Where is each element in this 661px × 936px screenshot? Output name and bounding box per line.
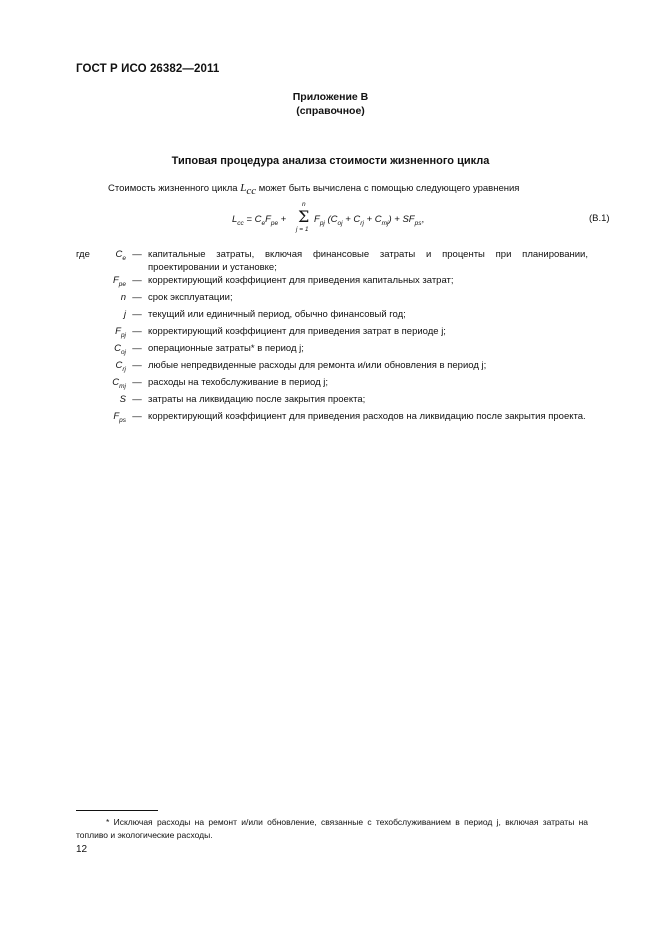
definition-text: любые непредвиденные расходы для ремонта и/или обновления в период j;: [148, 360, 487, 372]
formula-lhs-sub: cc: [237, 219, 244, 227]
sum-lower-limit: j = 1: [296, 226, 309, 233]
formula-ce-sub: e: [261, 219, 266, 227]
formula-cmj: + C: [363, 214, 382, 225]
equation-number: (B.1): [589, 213, 610, 224]
definition-symbol: $C_{oj}$: [114, 343, 126, 357]
definition-symbol: $F_{ps}$: [113, 411, 126, 424]
definition-item: [76, 248, 588, 274]
definition-dash: —: [132, 394, 142, 406]
definition-dash: —: [132, 292, 142, 304]
formula-fpe: F: [265, 214, 271, 225]
definition-text: расходы на техобслуживание в период j;: [148, 377, 329, 389]
definition-item: [76, 342, 588, 359]
formula-cmj-sub: mj: [381, 219, 389, 227]
formula-left: [232, 214, 286, 227]
definition-text: срок эксплуатации;: [148, 292, 233, 304]
definition-text: текущий или единичный период, обычно финансовый год;: [148, 309, 406, 321]
definition-text: операционные затраты* в период j;: [148, 343, 304, 355]
formula-plus1: +: [278, 214, 287, 225]
formula-right: [314, 214, 424, 227]
definition-item: [76, 291, 588, 308]
footnote-separator: [76, 810, 158, 811]
definition-symbol: $C_{mj}$: [112, 377, 126, 390]
definition-dash: —: [132, 360, 142, 372]
formula-crj: + C: [342, 214, 361, 225]
definitions-list: [76, 248, 588, 427]
sum-upper-limit: n: [302, 201, 306, 208]
definition-item: [76, 274, 588, 291]
definition-dash: —: [132, 249, 142, 260]
definition-dash: —: [132, 309, 142, 321]
definition-item: [76, 410, 588, 427]
definition-symbol: n: [120, 292, 126, 304]
formula-sfps-sub: ps: [414, 219, 422, 227]
definition-symbol: $F_{pe}$: [112, 275, 126, 289]
annex-title: Приложение B: [292, 91, 369, 103]
intro-symbol: L: [240, 182, 247, 194]
formula-coj-sub: oj: [337, 219, 343, 227]
intro-symbol-sub: cc: [246, 184, 257, 197]
page-number: 12: [76, 844, 88, 855]
definition-item: [76, 393, 588, 410]
formula-lhs: L: [232, 214, 238, 225]
definitions-prefix: где: [76, 249, 90, 260]
definition-symbol: $C_{rj}$: [115, 360, 126, 373]
definition-text: затраты на ликвидацию после закрытия проекта;: [148, 394, 366, 406]
definition-item: [76, 308, 588, 325]
definition-dash: —: [132, 275, 142, 287]
sum-symbol: Σ: [298, 207, 310, 226]
definition-symbol: j: [123, 309, 126, 321]
formula-crj-sub: rj: [360, 219, 364, 227]
lcc-formula: [232, 201, 532, 240]
definition-item: [76, 376, 588, 393]
annex-kind: (справочное): [296, 105, 365, 117]
definition-text: корректирующий коэффициент для приведения расходов на ликвидацию после закрытия проекта.: [148, 411, 586, 423]
formula-fpj: F: [314, 214, 320, 225]
definition-symbol: $C_e$: [115, 249, 126, 262]
definition-text: корректирующий коэффициент для приведения капитальных затрат;: [148, 275, 454, 287]
formula-sfps: ) + SF: [388, 214, 415, 225]
definition-symbol: S: [119, 394, 126, 406]
formula-coj: (C: [324, 214, 338, 225]
intro-paragraph: [108, 182, 519, 197]
formula-fpj-sub: pj: [319, 219, 325, 227]
definition-dash: —: [132, 343, 142, 355]
intro-after: может быть вычислена с помощью следующего уравнения: [256, 183, 520, 194]
footnote: * Исключая расходы на ремонт и/или обновление, связанные с техобслуживанием в период j, включая затраты на топливо и экологические расходы.: [76, 817, 588, 840]
definition-dash: —: [132, 411, 142, 423]
formula-tail: ,: [421, 214, 425, 225]
formula-fpe-sub: pe: [270, 219, 279, 227]
definition-dash: —: [132, 326, 142, 338]
definition-text: корректирующий коэффициент для приведения затрат в периоде j;: [148, 326, 446, 338]
definition-dash: —: [132, 377, 142, 389]
definition-item: [76, 359, 588, 376]
section-title: Типовая процедура анализа стоимости жизненного цикла: [171, 155, 490, 167]
formula-ce: = C: [243, 214, 262, 225]
definition-symbol: $F_{pj}$: [115, 326, 126, 340]
intro-before: Стоимость жизненного цикла: [108, 183, 241, 194]
standard-header: ГОСТ Р ИСО 26382—2011: [76, 63, 220, 75]
definition-text: капитальные затраты, включая финансовые затраты и проценты при планировании, проектировании и установке;: [148, 249, 588, 274]
definition-item: [76, 325, 588, 342]
